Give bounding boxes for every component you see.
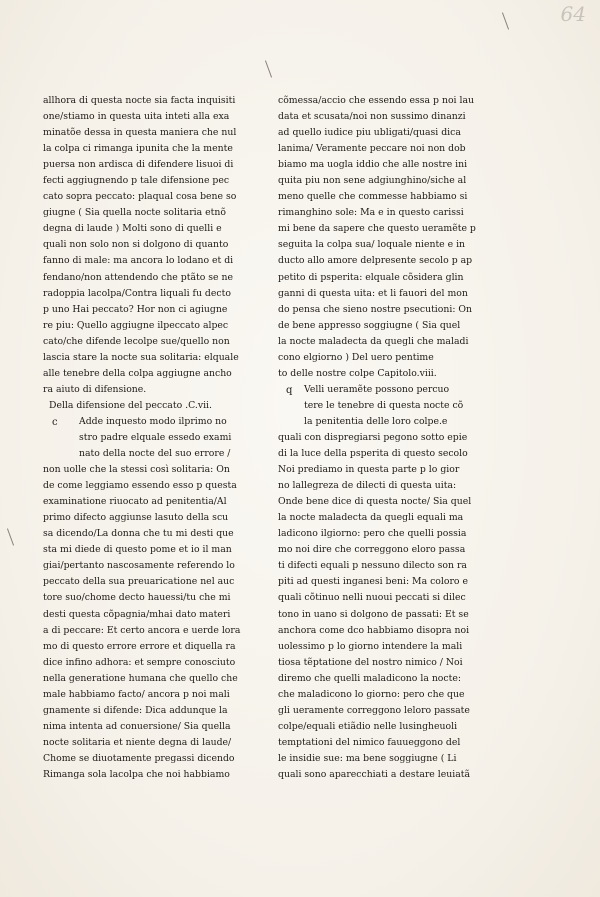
text-line: lascia stare la nocte sua solitaria: elquale (43, 351, 239, 363)
text-line: la colpa ci rimanga ipunita che la mente (43, 143, 233, 155)
text-line: Chome se diuotamente pregassi dicendo (43, 752, 235, 764)
text-line: le insidie sue: ma bene soggiugne ( Li (278, 752, 457, 764)
text-line: biamo ma uogla iddio che alle nostre ini (278, 159, 468, 171)
text-line: anchora come dco habbiamo disopra noi (278, 624, 470, 636)
text-line: fendano/non attendendo che ptãto se ne (43, 271, 234, 283)
text-line: diremo che quelli maladicono la nocte: (278, 672, 461, 684)
text-line: che maladicono lo giorno: pero che que (278, 688, 465, 700)
text-line: giai/pertanto nascosamente referendo lo (43, 560, 235, 572)
text-line: non uolle che la stessi così solitaria: On (43, 464, 230, 476)
text-line: stro padre elquale essedo exami (79, 431, 232, 443)
text-line: petito di psperita: elquale cõsidera glin (278, 271, 464, 283)
text-line: mi bene da sapere che questo ueramẽte p (278, 223, 476, 235)
text-line: meno quelle che commesse habbiamo si (278, 191, 468, 203)
text-line: examinatione riuocato ad penitentia/Al (43, 496, 227, 508)
text-line: nima intenta ad conuersione/ Sia quella (43, 720, 231, 732)
text-line: fanno di male: ma ancora lo lodano et di (43, 255, 234, 267)
text-line: la nocte maladecta da quegli che maladi (278, 335, 469, 347)
text-line: la penitentia delle loro colpe.e (304, 415, 448, 427)
text-line: quali sono aparecchiati a destare leuiatã (278, 768, 471, 780)
text-line: to delle nostre colpe Capitolo.viii. (278, 367, 437, 379)
text-line: la nocte maladecta da quegli equali ma (278, 512, 464, 524)
text-line: uolessimo p lo giorno intendere la mali (278, 640, 463, 652)
text-line: no lallegreza de dilecti di questa uita: (278, 480, 457, 492)
text-line: mo noi dire che correggono eloro passa (278, 544, 466, 556)
text-line: tore suo/chome decto hauessi/tu che mi (43, 592, 231, 604)
text-line: Adde inquesto modo ilprimo no (79, 415, 227, 427)
folio-number: 64 (560, 2, 586, 26)
left-text-column (43, 93, 251, 783)
text-line: re piu: Quello aggiugne ilpeccato alpec (43, 319, 229, 331)
text-line: Rimanga sola lacolpa che noi habbiamo (43, 768, 230, 780)
text-line: tiosa tẽptatione del nostro nimico / Noi (278, 656, 463, 668)
text-line: sa dicendo/La donna che tu mi desti que (43, 528, 234, 540)
text-line: cõmessa/accio che essendo essa p noi lau (278, 95, 474, 106)
text-line: giugne ( Sia quella nocte solitaria etnõ (43, 207, 226, 219)
text-line: alle tenebre della colpa aggiugne ancho (43, 367, 232, 379)
text-line: tere le tenebre di questa nocte cõ (304, 399, 464, 411)
text-line: seguita la colpa sua/ loquale niente e in (278, 239, 466, 251)
text-line: Della difensione del peccato .C.vii. (49, 399, 212, 411)
text-line: desti questa cõpagnia/mhai dato materi (43, 608, 231, 620)
text-line: mo di questo errore errore et diquella ra (43, 640, 236, 652)
text-line: gli ueramente correggono leloro passate (278, 704, 470, 716)
text-line: ra aiuto di difensione. (43, 383, 147, 395)
text-line: ad quello iudice piu ubligati/quasi dica (278, 127, 461, 139)
text-line: sta mi diede di questo pome et io il man (43, 544, 232, 556)
text-line: ladicono ilgiorno: pero che quelli possia (278, 528, 467, 540)
text-line: colpe/equali etiãdio nelle lusingheuoli (278, 720, 458, 732)
text-line: male habbiamo facto/ ancora p noi mali (43, 688, 230, 700)
text-line: degna di laude ) Molti sono di quelli e (43, 223, 222, 235)
text-line: one/stiamo in questa uita inteti alla exa (43, 111, 230, 123)
margin-mark (265, 60, 272, 77)
text-line: data et scusata/noi non sussimo dinanzi (278, 111, 466, 123)
text-line: dice infino adhora: et sempre conosciuto (43, 656, 236, 668)
text-line: temptationi del nimico fauueggono del (278, 736, 461, 748)
margin-mark (7, 528, 14, 545)
text-line: radoppia lacolpa/Contra liquali fu decto (43, 287, 231, 299)
right-text-column (278, 93, 488, 783)
text-line: ducto allo amore delpresente secolo p ap (278, 255, 473, 267)
text-line: ti difecti equali p nessuno dilecto son ra (278, 560, 467, 572)
text-line: tono in uano si dolgono de passati: Et se (278, 608, 469, 620)
margin-mark (502, 12, 509, 29)
text-line: rimanghino sole: Ma e in questo carissi (278, 207, 464, 219)
text-line: allhora di questa nocte sia facta inquisiti (43, 95, 236, 106)
text-line: do pensa che sieno nostre psecutioni: On (278, 303, 473, 315)
text-line: cato sopra peccato: plaqual cosa bene so (43, 191, 237, 203)
text-line: peccato della sua preuaricatione nel auc (43, 576, 235, 588)
text-line: Velli ueramẽte possono percuo (304, 383, 450, 395)
text-line: nocte solitaria et niente degna di laude/ (43, 736, 232, 748)
text-line: a di peccare: Et certo ancora e uerde lora (43, 624, 241, 636)
text-line: de bene appresso soggiugne ( Sia quel (278, 319, 461, 331)
chapter-initial-guide-left: c (52, 417, 58, 428)
text-line: p uno Hai peccato? Hor non ci agiugne (43, 303, 228, 315)
text-line: nella generatione humana che quello che (43, 672, 238, 684)
text-line: de come leggiamo essendo esso p questa (43, 480, 237, 492)
text-line: ganni di questa uita: et li fauori del mon (278, 287, 468, 299)
text-line: cono elgiorno ) Del uero pentime (278, 351, 434, 363)
text-line: gnamente si difende: Dica addunque la (43, 704, 228, 716)
text-line: quali cõtinuo nelli nuoui peccati si dilec (278, 592, 466, 604)
text-line: di la luce della psperita di questo secolo (278, 448, 468, 460)
chapter-initial-guide-right: q (286, 385, 293, 396)
text-line: minatõe dessa in questa maniera che nul (43, 127, 237, 139)
text-line: piti ad questi inganesi beni: Ma coloro e (278, 576, 468, 588)
text-line: nato della nocte del suo errore / (79, 448, 231, 460)
text-line: Onde bene dice di questa nocte/ Sia quel (278, 496, 472, 508)
text-line: quita piu non sene adgiunghino/siche al (278, 175, 467, 187)
text-line: cato/che difende lecolpe sue/quello non (43, 335, 230, 347)
text-line: Noi prediamo in questa parte p lo gior (278, 464, 460, 476)
text-line: lanima/ Veramente peccare noi non dob (278, 143, 466, 155)
text-line: fecti aggiugnendo p tale difensione pec (43, 175, 230, 187)
text-line: puersa non ardisca di difendere lisuoi di (43, 159, 234, 171)
text-line: quali non solo non si dolgono di quanto (43, 239, 229, 251)
text-line: primo difecto aggiunse lasuto della scu (43, 512, 229, 524)
text-line: quali con dispregiarsi pegono sotto epie (278, 431, 468, 443)
